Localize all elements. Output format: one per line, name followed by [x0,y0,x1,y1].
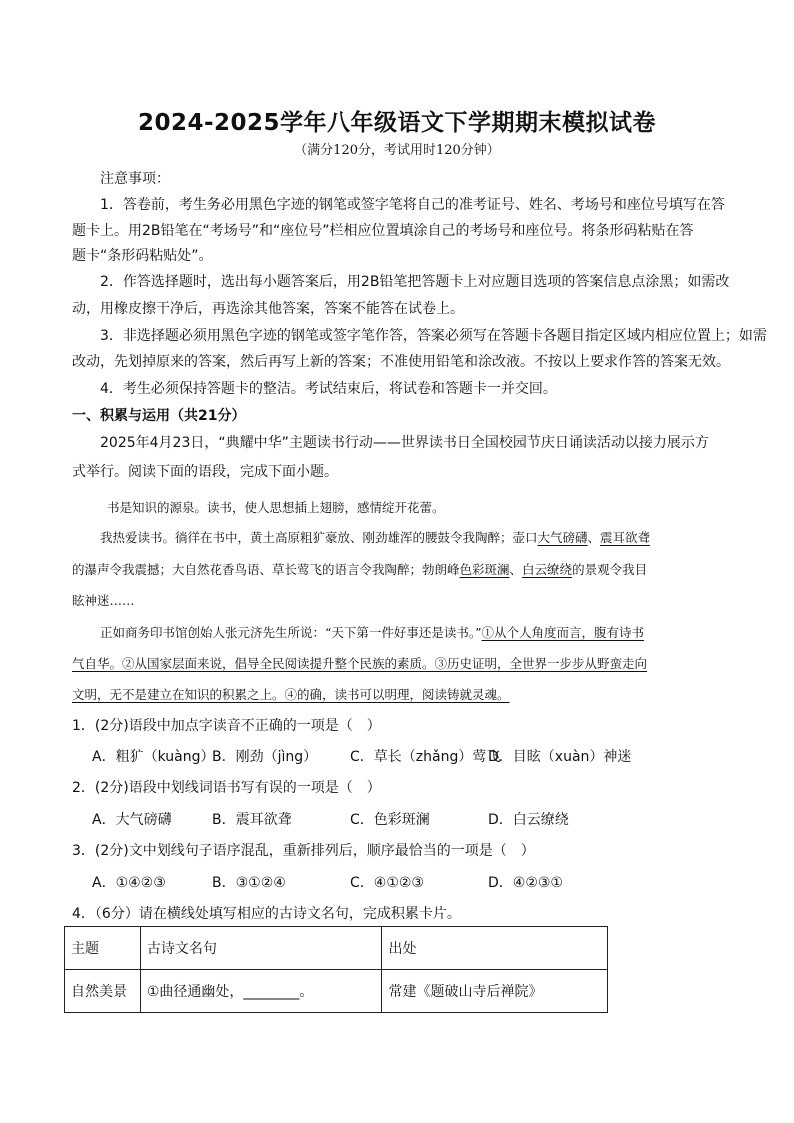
section-heading: 一、积累与运用（共21分） [72,408,246,424]
notice-item-2-line-2: 动，用橡皮擦干净后，再选涂其他答案，答案不能答在试卷上。 [72,301,464,317]
passage-paragraph-3-line-1 [100,623,644,641]
notice-item-4-line-1: 4．考生必须保持答题卡的整洁。考试结束后，将试卷和答题卡一并交回。 [100,381,557,397]
table-cell-theme: 自然美景 [65,970,141,1013]
table-cell-source: 常建《题破山寺后禅院》 [382,970,608,1013]
passage-paragraph-2-line-2 [72,560,647,578]
notice-item-1-line-1: 1．答卷前，考生务必用黑色字迹的钢笔或签字笔将自己的准考证号、姓名、考场号和座位号填写在答 [100,197,725,213]
question-2-option-d: D．白云缭绕 [488,812,569,828]
table-header-cell: 主题 [65,927,141,970]
table-header-cell: 出处 [382,927,608,970]
passage-paragraph-1: 书是知识的源泉。读书，使人思想插上翅膀，感情绽开花蕾。 [107,500,445,515]
passage-paragraph-3-line-3: 文明，无不是建立在知识的积累之上。④的确，读书可以明理，阅读铸就灵魂。 [72,687,510,702]
page-subtitle: （满分120分，考试用时120分钟） [294,143,500,158]
question-1-stem: 1．(2分)语段中加点字读音不正确的一项是（ ） [72,718,381,734]
passage-text: 我热爱读书。徜徉在书中，黄土高原粗犷豪放、刚劲雄浑的腰鼓令我陶醉；壶口 [100,530,538,545]
question-2-option-a: A．大气磅礴 [92,812,172,828]
section-intro-line-1: 2025年4月23日，“典耀中华”主题读书行动——世界读书日全国校园节庆日诵读活动以接力展示方 [100,435,709,451]
table-header-row [65,927,608,970]
underlined-word: 震耳欲聋 [600,530,651,545]
question-1-option-b: B．刚劲（jìng） [212,749,318,765]
underlined-sentence: ①从个人角度而言，腹有诗书 [481,625,645,640]
accumulation-card-table [64,926,608,1013]
question-3-option-b: B．③①②④ [212,875,286,891]
page-title: 2024-2025学年八年级语文下学期期末模拟试卷 [137,110,657,136]
question-2-stem: 2．(2分)语段中划线词语书写有误的一项是（ ） [72,780,381,796]
passage-paragraph-2-line-1 [100,528,650,546]
separator: 、 [587,530,601,545]
notice-item-1-line-2: 题卡上。用2B铅笔在“考场号”和“座位号”栏相应位置填涂自己的考场号和座位号。将条形码粘贴在答 [72,223,694,239]
question-3-option-a: A．①④②③ [92,875,166,891]
passage-text: 正如商务印书馆创始人张元济先生所说：“天下第一件好事还是读书。” [100,625,482,640]
question-3-option-c: C．④①②③ [350,875,424,891]
question-1-option-d: D．目眩（xuàn）神迷 [488,749,632,765]
underlined-word: 色彩斑澜 [459,562,510,577]
passage-text: 的瀑声令我震撼；大自然花香鸟语、草长莺飞的语言令我陶醉；勃朗峰 [72,562,460,577]
passage-text: 的景观令我目 [572,562,648,577]
question-1-option-a: A．粗犷（kuàng） [92,749,215,765]
passage-paragraph-2-line-3: 眩神迷…… [72,593,135,608]
question-4-stem: 4．（6分）请在横线处填写相应的古诗文名句，完成积累卡片。 [72,906,461,922]
question-3-stem: 3．(2分)文中划线句子语序混乱，重新排列后，顺序最恰当的一项是（ ） [72,843,535,859]
question-2-option-c: C．色彩斑澜 [350,812,430,828]
notice-item-3-line-2: 改动，先划掉原来的答案，然后再写上新的答案；不准使用铅笔和涂改液。不按以上要求作答的答案无效。 [72,354,730,370]
question-3-option-d: D．④②③① [488,875,563,891]
separator: 、 [509,562,523,577]
notice-item-1-line-3: 题卡“条形码粘贴处”。 [72,248,213,264]
underlined-word: 大气磅礴 [537,530,588,545]
underlined-word: 白云缭绕 [522,562,573,577]
passage-paragraph-3-line-2: 气自华。②从国家层面来说，倡导全民阅读提升整个民族的素质。③历史证明，全世界一步步从野蛮走向 [72,656,648,671]
table-row [65,970,608,1013]
table-header-cell: 古诗文名句 [140,927,382,970]
notice-item-3-line-1: 3．非选择题必须用黑色字迹的钢笔或签字笔作答，答案必须写在答题卡各题目指定区域内相应位置上；如需 [100,328,767,344]
question-1-option-c: C．草长（zhǎng）莺飞 [350,749,501,765]
notice-item-2-line-1: 2．作答选择题时，选出每小题答案后，用2B铅笔把答题卡上对应题目选项的答案信息点涂黑；如需改 [100,274,730,290]
section-intro-line-2: 式举行。阅读下面的语段，完成下面小题。 [72,464,338,480]
question-2-option-b: B．震耳欲聋 [212,812,292,828]
table-cell-verse: ①曲径通幽处，________。 [140,970,382,1013]
notice-heading: 注意事项： [100,171,170,187]
